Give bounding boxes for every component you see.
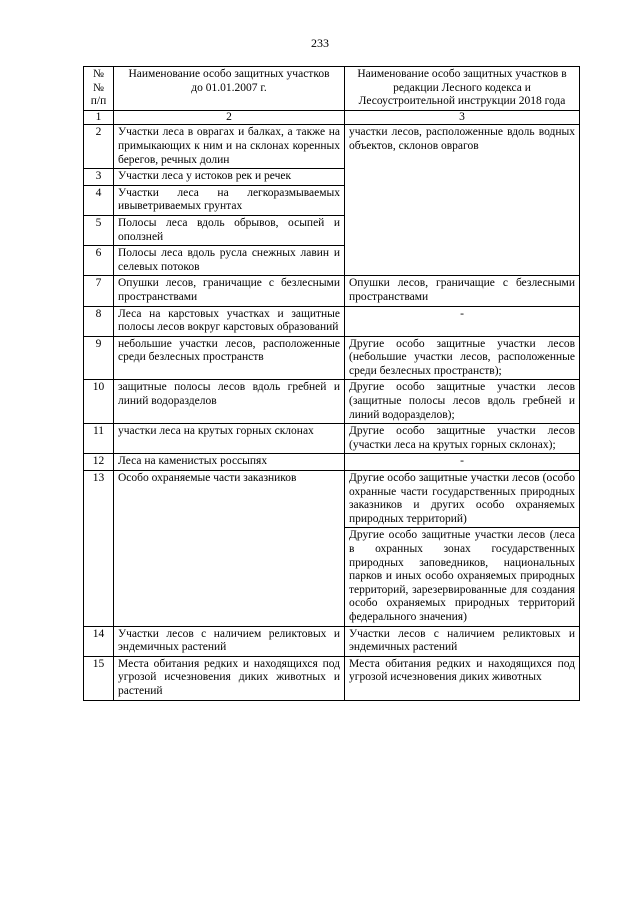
old-name-cell: Участки лесов с наличием реликтовых и эндемичных растений — [114, 626, 345, 656]
new-name-cell-merged: участки лесов, расположенные вдоль водных объектов, склонов оврагов — [345, 125, 580, 276]
new-name-cell: Участки лесов с наличием реликтовых и эндемичных растений — [345, 626, 580, 656]
old-name-cell: защитные полосы лесов вдоль гребней и линий водоразделов — [114, 380, 345, 424]
row-number: 13 — [84, 471, 114, 627]
old-name-cell: Участки леса в оврагах и балках, а также на примыкающих к ним и на склонах коренных берегов, речных долин — [114, 125, 345, 169]
row-number: 9 — [84, 336, 114, 380]
table-row — [84, 306, 580, 336]
old-name-cell: Опушки лесов, граничащие с безлесными пространствами — [114, 276, 345, 306]
table-row — [84, 424, 580, 454]
column-number: 1 — [84, 110, 114, 125]
table-row — [84, 471, 580, 528]
column-number: 3 — [345, 110, 580, 125]
row-number: 10 — [84, 380, 114, 424]
row-number: 6 — [84, 246, 114, 276]
header-row — [84, 67, 580, 111]
new-name-cell: - — [345, 306, 580, 336]
old-name-cell: Леса на карстовых участках и защитные полосы лесов вокруг карстовых образований — [114, 306, 345, 336]
new-name-cell: Другие особо защитные участки лесов (леса в охранных зонах государственных природных заповедников, национальных парков и иных особо охраняемых природных территорий, зарезервированные для создания особо охраняемых природных территорий федерального значения) — [345, 528, 580, 626]
row-number: 5 — [84, 215, 114, 245]
header-old: Наименование особо защитных участков до 01.01.2007 г. — [114, 67, 345, 111]
old-name-cell: небольшие участки лесов, расположенные среди безлесных пространств — [114, 336, 345, 380]
new-name-cell: Другие особо защитные участки лесов (защитные полосы лесов вдоль гребней и линий водоразделов); — [345, 380, 580, 424]
row-number: 7 — [84, 276, 114, 306]
old-name-cell: Места обитания редких и находящихся под угрозой исчезновения диких животных и растений — [114, 656, 345, 700]
column-number: 2 — [114, 110, 345, 125]
row-number: 4 — [84, 185, 114, 215]
column-number-row — [84, 110, 580, 125]
row-number: 15 — [84, 656, 114, 700]
old-name-cell: Полосы леса вдоль русла снежных лавин и селевых потоков — [114, 246, 345, 276]
row-number: 2 — [84, 125, 114, 169]
new-name-cell: Опушки лесов, граничащие с безлесными пространствами — [345, 276, 580, 306]
row-number: 8 — [84, 306, 114, 336]
row-number: 11 — [84, 424, 114, 454]
old-name-cell: участки леса на крутых горных склонах — [114, 424, 345, 454]
new-name-cell: Места обитания редких и находящихся под угрозой исчезновения диких животных — [345, 656, 580, 700]
row-number: 14 — [84, 626, 114, 656]
header-new: Наименование особо защитных участков в редакции Лесного кодекса и Лесоустроительной инструкции 2018 года — [345, 67, 580, 111]
row-number: 3 — [84, 169, 114, 186]
table-row — [84, 125, 580, 169]
table-row — [84, 380, 580, 424]
page-number: 233 — [311, 36, 329, 50]
old-name-cell: Полосы леса вдоль обрывов, осыпей и оползней — [114, 215, 345, 245]
header-num: №№ п/п — [84, 67, 114, 111]
table-row — [84, 626, 580, 656]
table-row — [84, 276, 580, 306]
old-name-cell: Участки леса на легкоразмываемых ивыветриваемых грунтах — [114, 185, 345, 215]
protective-areas-table — [83, 66, 580, 701]
new-name-cell: Другие особо защитные участки лесов (особо охранные части государственных природных заказников и других особо охраняемых природных территорий) — [345, 471, 580, 528]
new-name-cell: Другие особо защитные участки лесов (небольшие участки лесов, расположенные среди безлесных пространств); — [345, 336, 580, 380]
row-number: 12 — [84, 454, 114, 471]
new-name-cell: - — [345, 454, 580, 471]
new-name-cell: Другие особо защитные участки лесов (участки леса на крутых горных склонах); — [345, 424, 580, 454]
table-row — [84, 656, 580, 700]
table-row — [84, 454, 580, 471]
old-name-cell: Особо охраняемые части заказников — [114, 471, 345, 627]
old-name-cell: Участки леса у истоков рек и речек — [114, 169, 345, 186]
table-row — [84, 336, 580, 380]
old-name-cell: Леса на каменистых россыпях — [114, 454, 345, 471]
